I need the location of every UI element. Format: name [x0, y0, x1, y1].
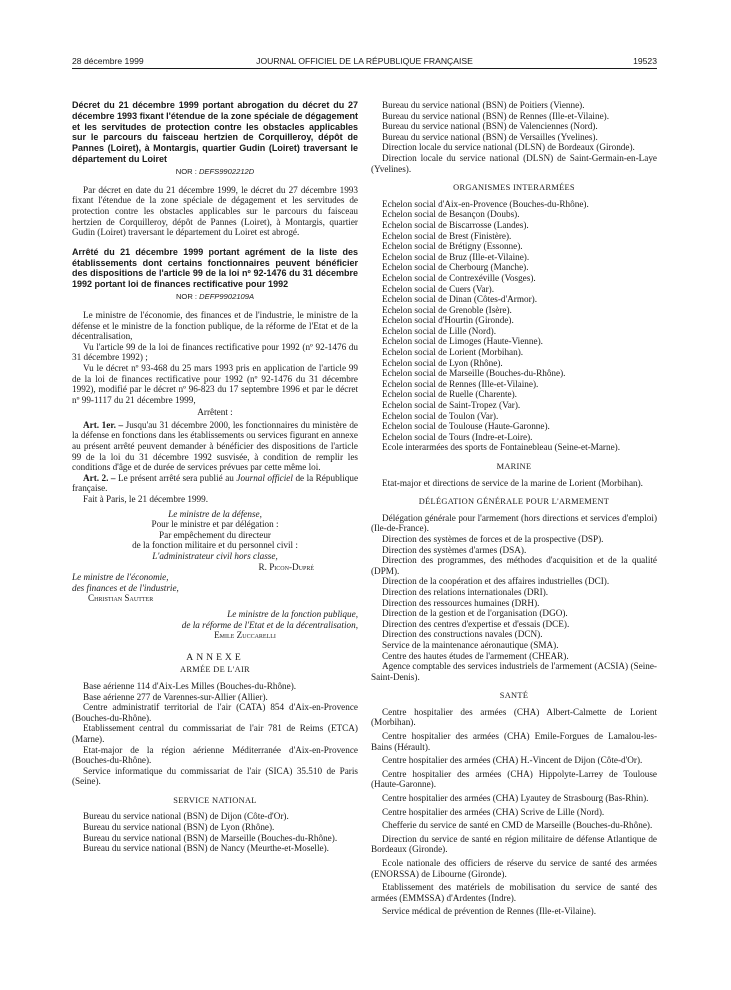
annexe-list-item: Echelon social de Ruelle (Charente).	[382, 389, 517, 400]
annexe-list-item: Bureau du service national (BSN) de Poitiers (Vienne).	[382, 100, 585, 110]
annexe-list-item: Direction locale du service national (DLSN) de Bordeaux (Gironde).	[382, 142, 635, 153]
annexe-list-item: Service médical de prévention de Rennes (Ille-et-Vilaine).	[382, 906, 596, 917]
annexe-list-item: Service de la maintenance aéronautique (SMA).	[382, 639, 559, 650]
arrete-nor-label: NOR :	[175, 291, 198, 301]
right-column	[371, 100, 657, 917]
annexe-list-item: Echelon social de Bruz (Ille-et-Vilaine).	[382, 251, 530, 262]
annexe-list-item: Direction des constructions navales (DCN).	[382, 629, 543, 640]
annexe-list-item: Centre des hautes études de l'armement (CHEAR).	[382, 650, 569, 661]
air-heading: ARMÉE DE L'AIR	[180, 665, 250, 675]
annexe-list-item: Echelon social de Cherbourg (Manche).	[382, 262, 529, 273]
annexe-list-item: Etat-major de la région aérienne Méditerranée d'Aix-en-Provence (Bouches-du-Rhône).	[72, 744, 358, 766]
page-header	[72, 56, 657, 69]
annexe-list-item: Echelon social de Lyon (Rhône).	[382, 357, 503, 368]
annexe-list-item: Echelon social d'Aix-en-Provence (Bouches-du-Rhône).	[382, 198, 589, 209]
annexe-list-item: Etablissement central du commissariat de l'air 781 de Reims (ETCA) (Marne).	[72, 723, 358, 744]
arrete-title: Arrêté du 21 décembre 1999 portant agrément de la liste des établissements dont certains fonctionnaires peuvent bénéficier des dispositions de l'article 99 de la loi nº 92-1476 du 31 décembre 1992 portant loi de finances rectificative pour 1992	[72, 246, 358, 290]
sig3-role1: Le ministre de la fonction publique,	[227, 608, 358, 619]
article-2-text-a: Le présent arrêté sera publié au	[117, 472, 234, 483]
sn-list-left	[72, 811, 358, 853]
decret-title: Décret du 21 décembre 1999 portant abrogation du décret du 27 décembre 1993 fixant l'étendue de la zone spéciale de dégagement et les servitudes de protection contre les obstacles applicables sur le parcours du faisceau hertzien de Corquilleroy, dépôt de Pannes (Loiret), à Montargis, quartier Gudin (Loiret) traversant le département du Loiret	[72, 100, 358, 164]
annexe-list-item: Centre hospitalier des armées (CHA) Scrive de Lille (Nord).	[382, 806, 605, 817]
sig2-role1: Le ministre de l'économie,	[72, 572, 169, 583]
annexe-list-item: Bureau du service national (BSN) de Nancy (Meurthe-et-Moselle).	[83, 843, 329, 854]
annexe-list-item: Echelon social de Lorient (Morbihan).	[382, 347, 524, 358]
air-list	[72, 681, 358, 787]
header-date: 28 décembre 1999	[72, 56, 144, 66]
annexe-list-item: Direction de la coopération et des affaires industrielles (DCI).	[382, 576, 610, 587]
sig3-name: Emile Zuccarelli	[214, 630, 276, 641]
annexe-list-item: Base aérienne 114 d'Aix-Les Milles (Bouches-du-Rhône).	[83, 680, 297, 691]
annexe-list-item: Echelon social de Besançon (Doubs).	[382, 209, 520, 220]
annexe-list-item: Centre hospitalier des armées (CHA) H.-Vincent de Dijon (Côte-d'Or).	[382, 755, 643, 766]
marine-heading: MARINE	[496, 462, 532, 471]
sig1-name: R. Picon-Dupré	[258, 561, 314, 572]
annexe-list-item: Direction de la gestion et de l'organisation (DGO).	[382, 608, 568, 619]
annexe-list-item: Bureau du service national (BSN) de Dijon (Côte-d'Or).	[83, 811, 289, 822]
annexe-list-item: Echelon social de Cuers (Var).	[382, 283, 494, 294]
annexe-title: ANNEXE	[186, 651, 244, 663]
annexe-list-item: Direction des systèmes d'armes (DSA).	[382, 544, 527, 555]
annexe-list-item: Bureau du service national (BSN) de Valenciennes (Nord).	[382, 121, 598, 132]
annexe-list-item: Echelon social de Marseille (Bouches-du-Rhône).	[382, 368, 566, 379]
annexe-list-item: Service informatique du commissariat de l'air (SICA) 35.510 de Paris (Seine).	[72, 765, 358, 787]
annexe-list-item: Direction des programmes, des méthodes d'acquisition et de la qualité (DPM).	[371, 555, 657, 576]
sn-list-right	[371, 100, 657, 174]
article-1-label: Art. 1er. –	[83, 419, 124, 430]
annexe-list-item: Echelon social de Dinan (Côtes-d'Armor).	[382, 294, 537, 305]
oi-heading: ORGANISMES INTERARMÉES	[453, 183, 575, 193]
sig2-name: Christian Sautter	[88, 593, 154, 604]
sig1-line3: Par empêchement du directeur	[159, 529, 271, 540]
annexe-list-item: Echelon social de Toulon (Var).	[382, 410, 499, 421]
annexe-list-item: Etat-major et directions de service de la marine de Lorient (Morbihan).	[382, 477, 643, 488]
annexe-list-item: Centre hospitalier des armées (CHA) Albert-Calmette de Lorient (Morbihan).	[371, 706, 657, 728]
header-journal-title: JOURNAL OFFICIEL DE LA RÉPUBLIQUE FRANÇAISE	[256, 56, 473, 66]
annexe-list-item: Bureau du service national (BSN) de Rennes (Ille-et-Vilaine).	[382, 110, 610, 121]
annexe-list-item: Délégation générale pour l'armement (hors directions et services d'emploi) (Ile-de-France).	[371, 512, 657, 534]
sig3-role2: de la réforme de l'Etat et de la décentralisation,	[181, 619, 358, 630]
annexe-list-item: Direction des centres d'expertise et d'essais (DCE).	[382, 618, 570, 629]
article-1-text: Jusqu'au 31 décembre 2000, les fonctionnaires du ministère de la défense en fonctions dans les établissements ou services figurant en annexe au présent arrêté peuvent demander à bénéficier des dispositions de l'article 99 de la loi du 31 décembre 1992 susvisée, à condition de remplir les conditions d'âge et de durée de services prévues par cette même loi.	[72, 419, 358, 473]
annexe-list-item: Direction des relations internationales (DRI).	[382, 586, 549, 597]
sante-heading: SANTÉ	[499, 691, 529, 701]
annexe-list-item: Bureau du service national (BSN) de Lyon (Rhône).	[83, 822, 275, 833]
left-column	[72, 100, 358, 854]
annexe-list-item: Centre hospitalier des armées (CHA) Hippolyte-Larrey de Toulouse (Haute-Garonne).	[371, 768, 657, 790]
article-2-text-b: de la République française.	[72, 472, 359, 494]
annexe-list-item: Echelon social de Brétigny (Essonne).	[382, 241, 523, 252]
sig2-role2: des finances et de l'industrie,	[72, 582, 179, 593]
article-2-label: Art. 2. –	[83, 472, 116, 483]
annexe-list-item: Ecole nationale des officiers de réserve du service de santé des armées (ENORSSA) de Libourne (Gironde).	[371, 858, 657, 879]
annexe-list-item: Direction du service de santé en région militaire de défense Atlantique de Bordeaux (Gironde).	[371, 833, 657, 855]
annexe-list-item: Echelon social de Tours (Indre-et-Loire).	[382, 431, 533, 442]
sig1-role: Le ministre de la défense,	[168, 508, 262, 519]
annexe-list-item: Direction locale du service national (DLSN) de Saint-Germain-en-Laye (Yvelines).	[371, 152, 657, 174]
annexe-list-item: Echelon social d'Hourtin (Gironde).	[382, 315, 514, 326]
annexe-list-item: Echelon social de Saint-Tropez (Var).	[382, 400, 521, 411]
marine-list	[371, 478, 657, 489]
header-page-number: 19523	[633, 56, 657, 66]
annexe-list-item: Chefferie du service de santé en CMD de Marseille (Bouches-du-Rhône).	[382, 820, 653, 831]
arrete-nor-code: DEFP9902109A	[199, 291, 255, 301]
annexe-list-item: Echelon social de Grenoble (Isère).	[382, 304, 512, 315]
annexe-list-item: Centre hospitalier des armées (CHA) Lyautey de Strasbourg (Bas-Rhin).	[382, 793, 649, 804]
dga-heading: DÉLÉGATION GÉNÉRALE POUR L'ARMEMENT	[418, 497, 610, 507]
sig1-line4: de la fonction militaire et du personnel civil :	[132, 540, 298, 551]
annexe-list-item: Agence comptable des services industriels de l'armement (ACSIA) (Seine-Saint-Denis).	[371, 661, 657, 682]
annexe-list-item: Base aérienne 277 de Varennes-sur-Allier (Allier).	[83, 691, 268, 702]
arrete-visa-2: Vu le décret nº 93-468 du 25 mars 1993 pris en application de l'article 99 de la loi de finances rectificative pour 1992 (nº 92-1476 du 31 décembre 1992), modifié par le décret nº 96-823 du 17 septembre 1996 et par le décret nº 99-1117 du 21 décembre 1999,	[72, 362, 358, 405]
decret-body: Par décret en date du 21 décembre 1999, le décret du 27 décembre 1993 fixant l'étendue de la zone spéciale de dégagement et les servitudes de protection contre les obstacles applicables sur le parcours du faisceau hertzien de Corquilleroy, dépôt de Pannes (Loiret), à Montargis, quartier Gudin (Loiret) traversant le département du Loiret est abrogé.	[72, 184, 358, 238]
annexe-list-item: Echelon social de Contrexéville (Vosges).	[382, 272, 536, 283]
annexe-list-item: Echelon social de Limoges (Haute-Vienne).	[382, 336, 543, 347]
fait-a-paris: Fait à Paris, le 21 décembre 1999.	[83, 494, 209, 505]
annexe-list-item: Etablissement des matériels de mobilisation du service de santé des armées (EMMSSA) d'Ardentes (Indre).	[371, 882, 657, 903]
sig1-line5: L'administrateur civil hors classe,	[152, 551, 278, 561]
annexe-list-item: Echelon social de Rennes (Ille-et-Vilaine).	[382, 378, 539, 389]
annexe-list-item: Echelon social de Toulouse (Haute-Garonne).	[382, 421, 550, 432]
annexe-list-item: Direction des systèmes de forces et de la prospective (DSP).	[382, 533, 604, 544]
arrete-nor	[72, 292, 358, 301]
annexe-list-item: Centre hospitalier des armées (CHA) Emile-Forgues de Lamalou-les-Bains (Hérault).	[371, 731, 657, 752]
annexe-list-item: Ecole interarmées des sports de Fontainebleau (Seine-et-Marne).	[382, 442, 621, 453]
annexe-list-item: Echelon social de Lille (Nord).	[382, 325, 497, 336]
arrete-visa-1: Vu l'article 99 de la loi de finances rectificative pour 1992 (nº 92-1476 du 31 décembre 1992) ;	[72, 341, 358, 363]
article-2-journal: Journal officiel	[236, 472, 293, 483]
sn-heading: SERVICE NATIONAL	[173, 795, 257, 805]
annexe-list-item: Echelon social de Brest (Finistère).	[382, 230, 512, 241]
sante-list	[371, 707, 657, 917]
annexe-list-item: Centre administratif territorial de l'air (CATA) 854 d'Aix-en-Provence (Bouches-du-Rhône).	[72, 702, 358, 723]
sig1-line2: Pour le ministre et par délégation :	[151, 519, 279, 530]
annexe-list-item: Bureau du service national (BSN) de Marseille (Bouches-du-Rhône).	[83, 832, 338, 843]
arrete-arretent: Arrêtent :	[197, 407, 233, 418]
annexe-list-item: Echelon social de Biscarrosse (Landes).	[382, 219, 529, 230]
decret-nor-code: DEFS9902212D	[198, 166, 255, 176]
article-1	[72, 420, 358, 473]
decret-nor	[72, 167, 358, 176]
annexe-list-item: Direction des ressources humaines (DRH).	[382, 597, 540, 608]
decret-nor-label: NOR :	[175, 166, 197, 176]
annexe-list-item: Bureau du service national (BSN) de Versailles (Yvelines).	[382, 131, 598, 142]
dga-list	[371, 513, 657, 683]
arrete-preamble: Le ministre de l'économie, des finances et de l'industrie, le ministre de la défense et le ministre de la fonction publique, de la réforme de l'Etat et de la décentralisation,	[72, 309, 358, 342]
article-2	[72, 473, 358, 494]
oi-list	[371, 199, 657, 453]
